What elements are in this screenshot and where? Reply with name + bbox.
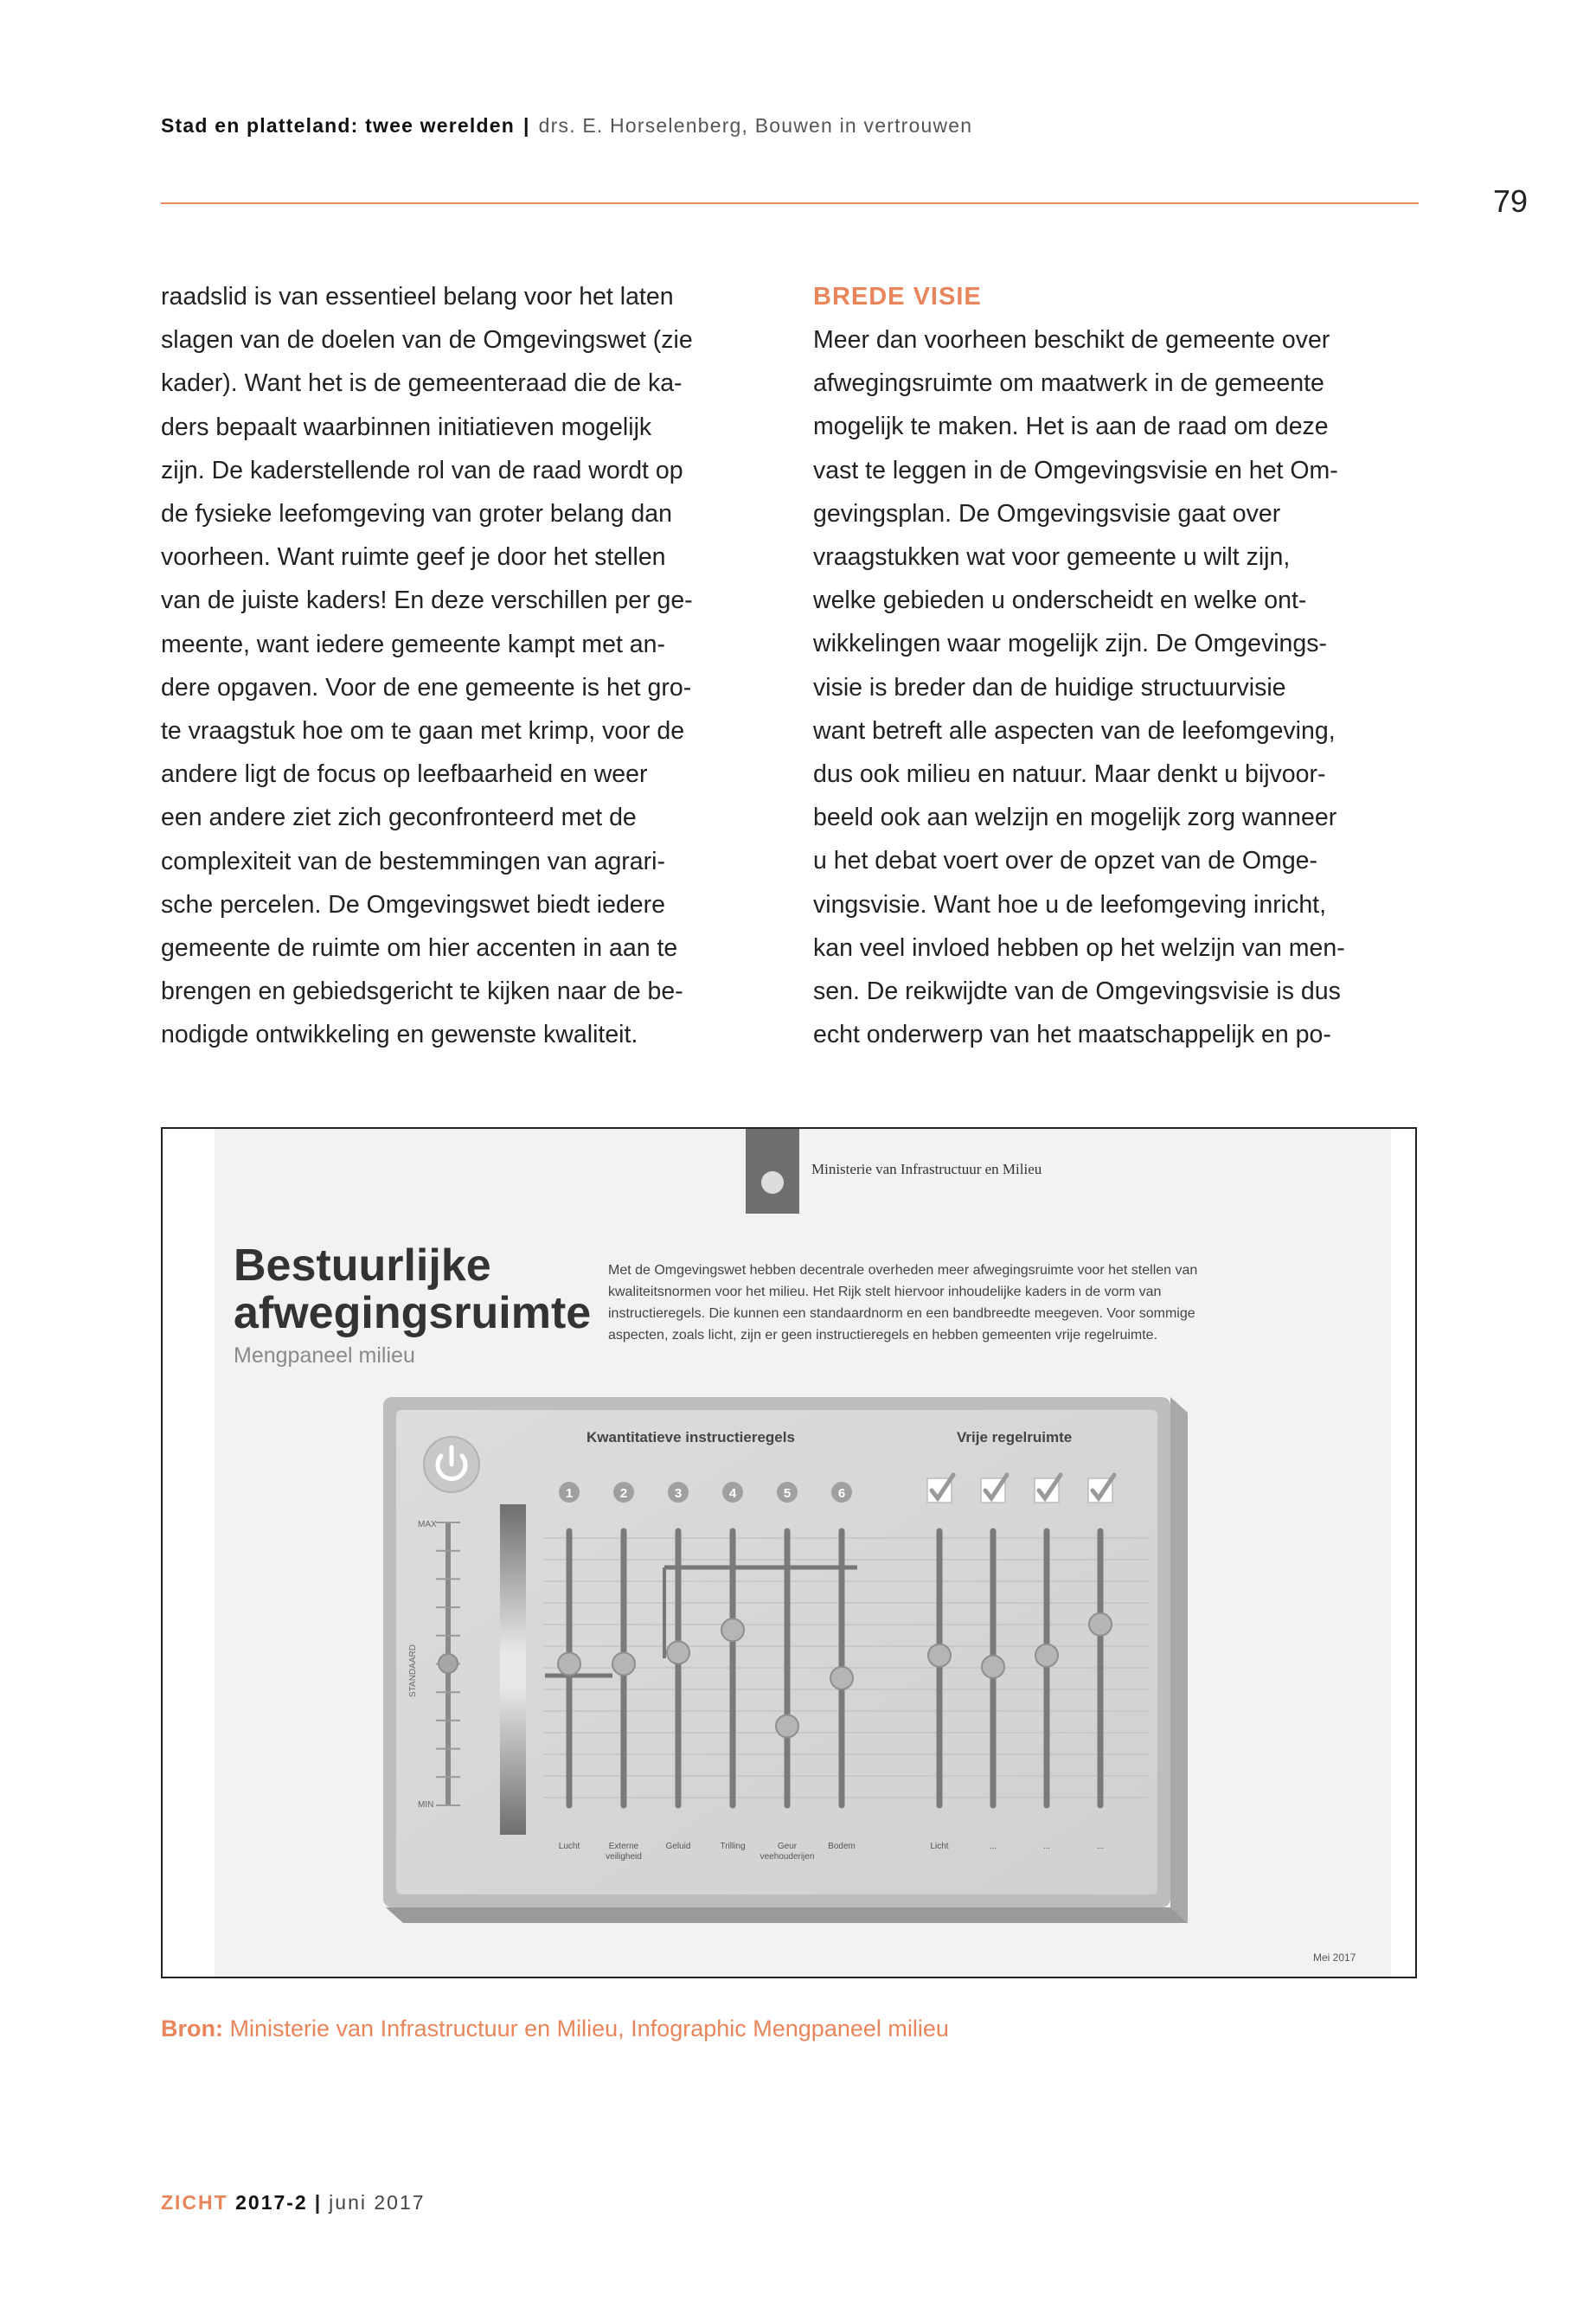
issue-number: 2017-2: [235, 2191, 308, 2214]
issue-date: juni 2017: [329, 2191, 426, 2214]
text-line: echt onderwerp van het maatschappelijk en po-: [813, 1021, 1331, 1049]
text-line: sche percelen. De Omgevingswet biedt iedere: [161, 890, 665, 919]
text-line: gemeente de ruimte om hier accenten in aan te: [161, 934, 678, 963]
slider-label: ...: [1042, 1842, 1051, 1851]
text-line: afwegingsruimte om maatwerk in de gemeente: [813, 369, 1324, 398]
slider-label: Externe: [608, 1842, 639, 1851]
text-line: ders bepaalt waarbinnen initiatieven mogelijk: [161, 413, 652, 441]
text-line: vingsvisie. Want hoe u de leefomgeving inricht,: [813, 890, 1327, 919]
page-footer: [161, 2191, 426, 2214]
slider-knob[interactable]: [721, 1618, 744, 1641]
text-line: vraagstukken wat voor gemeente u wilt zijn,: [813, 543, 1291, 572]
slider-label: Geur: [777, 1842, 798, 1851]
magazine-name: ZICHT: [161, 2191, 228, 2214]
header-separator: |: [522, 114, 530, 137]
slider-number: 6: [837, 1486, 846, 1501]
scale-min-label: MIN: [418, 1800, 434, 1810]
slider-knob[interactable]: [612, 1653, 635, 1676]
slider-number: 5: [783, 1486, 792, 1501]
text-line: brengen en gebiedsgericht te kijken naar de be-: [161, 977, 683, 1006]
text-line: welke gebieden u onderscheidt en welke ont-: [813, 586, 1307, 615]
slider-knob[interactable]: [776, 1715, 798, 1737]
infographic: [163, 1129, 1415, 1977]
slider-label: Bodem: [828, 1842, 856, 1851]
text-line: te vraagstuk hoe om te gaan met krimp, voor de: [161, 717, 685, 746]
caption-text: Ministerie van Infrastructuur en Milieu, Infographic Mengpaneel milieu: [229, 2016, 949, 2041]
right-column: [813, 275, 1419, 1056]
text-line: vast te leggen in de Omgevingsvisie en het Om-: [813, 456, 1338, 484]
text-line: een andere ziet zich geconfronteerd met de: [161, 804, 637, 832]
slider-knob[interactable]: [558, 1653, 580, 1676]
article-author: drs. E. Horselenberg, Bouwen in vertrouwen: [538, 114, 973, 137]
slider-label: Lucht: [558, 1842, 580, 1851]
slider-knob[interactable]: [928, 1644, 951, 1667]
intensity-gradient-bar: [500, 1504, 526, 1835]
text-line: kan veel invloed hebben op het welzijn van men-: [813, 933, 1345, 962]
text-line: slagen van de doelen van de Omgevingswet (zie: [161, 326, 693, 355]
slider-number: 3: [674, 1486, 683, 1501]
series-title: Stad en platteland: twee werelden: [161, 114, 515, 137]
scale-standard-label: STANDAARD: [408, 1644, 418, 1697]
slider-label: ...: [1096, 1842, 1105, 1851]
intro-line: instructieregels. Die kunnen een standaardnorm en een bandbreedte meegeven. Voor sommige: [608, 1306, 1195, 1321]
text-line: andere ligt de focus op leefbaarheid en weer: [161, 760, 648, 789]
page-number: 79: [1493, 183, 1529, 219]
section-free-label: Vrije regelruimte: [957, 1429, 1073, 1445]
text-line: Meer dan voorheen beschikt de gemeente over: [813, 326, 1330, 354]
slider-number: 1: [565, 1486, 574, 1501]
slider-label: Trilling: [720, 1842, 746, 1851]
text-line: zijn. De kaderstellende rol van de raad wordt op: [161, 456, 683, 484]
caption-label: Bron:: [161, 2016, 223, 2041]
intro-line: kwaliteitsnormen voor het milieu. Het Rijk stelt hiervoor inhoudelijke kaders in de vorm van: [608, 1285, 1162, 1299]
slider-number: 4: [728, 1486, 737, 1501]
header-rule: [161, 202, 1419, 204]
intro-line: Met de Omgevingswet hebben decentrale overheden meer afwegingsruimte voor het stellen van: [608, 1263, 1198, 1278]
text-line: de fysieke leefomgeving van groter belang dan: [161, 500, 672, 529]
infographic-date: Mei 2017: [1313, 1952, 1356, 1964]
text-line: wikkelingen waar mogelijk zijn. De Omgevings-: [813, 630, 1327, 658]
text-line: sen. De reikwijdte van de Omgevingsvisie is dus: [813, 977, 1341, 1006]
infographic-figure: [161, 1127, 1417, 1978]
power-button[interactable]: [424, 1437, 479, 1492]
infographic-subtitle: Mengpaneel milieu: [234, 1343, 415, 1368]
scale-max-label: MAX: [418, 1520, 437, 1529]
text-line: u het debat voert over de opzet van de Omge-: [813, 847, 1318, 875]
slider-knob[interactable]: [667, 1641, 689, 1663]
figure-caption: [161, 2016, 949, 2042]
slider-knob[interactable]: [982, 1656, 1004, 1678]
right-column-body: [813, 318, 1419, 1056]
infographic-title-1: Bestuurlijke: [234, 1240, 491, 1291]
text-line: dere opgaven. Voor de ene gemeente is het gro-: [161, 673, 692, 702]
slider-label: ...: [989, 1842, 997, 1851]
text-line: dus ook milieu en natuur. Maar denkt u bijvoor-: [813, 760, 1326, 789]
section-quantitative-label: Kwantitatieve instructieregels: [586, 1429, 795, 1445]
slider-label: Geluid: [665, 1842, 691, 1851]
text-line: want betreft alle aspecten van de leefomgeving,: [813, 716, 1336, 745]
slider-label-2: veehouderijen: [760, 1852, 815, 1862]
text-line: gevingsplan. De Omgevingsvisie gaat over: [813, 499, 1281, 528]
slider-knob[interactable]: [1035, 1644, 1058, 1667]
left-column: [161, 275, 766, 1057]
infographic-title-2: afwegingsruimte: [234, 1288, 592, 1338]
ministry-name: Ministerie van Infrastructuur en Milieu: [811, 1161, 1042, 1177]
footer-separator: |: [314, 2191, 323, 2214]
text-line: visie is breder dan de huidige structuurvisie: [813, 673, 1286, 702]
master-knob[interactable]: [439, 1654, 458, 1673]
text-line: raadslid is van essentieel belang voor het laten: [161, 283, 674, 311]
slider-label: Licht: [930, 1842, 949, 1851]
intro-line: aspecten, zoals licht, zijn er geen instructieregels en hebben gemeenten vrije regelruimte.: [608, 1328, 1158, 1343]
text-line: complexiteit van de bestemmingen van agrari-: [161, 847, 665, 875]
text-line: kader). Want het is de gemeenteraad die de ka-: [161, 369, 683, 398]
text-line: van de juiste kaders! En deze verschillen per ge-: [161, 586, 693, 615]
text-line: mogelijk te maken. Het is aan de raad om deze: [813, 413, 1329, 441]
section-heading: BREDE VISIE: [813, 283, 982, 311]
slider-number: 2: [619, 1486, 628, 1501]
text-line: beeld ook aan welzijn en mogelijk zorg wanneer: [813, 804, 1337, 832]
slider-knob[interactable]: [830, 1667, 853, 1689]
slider-label-2: veiligheid: [606, 1852, 642, 1862]
text-line: voorheen. Want ruimte geef je door het stellen: [161, 543, 666, 572]
text-line: meente, want iedere gemeente kampt met an-: [161, 630, 665, 658]
slider-knob[interactable]: [1089, 1613, 1112, 1636]
running-head: [161, 114, 972, 138]
text-line: nodigde ontwikkeling en gewenste kwaliteit.: [161, 1021, 638, 1049]
